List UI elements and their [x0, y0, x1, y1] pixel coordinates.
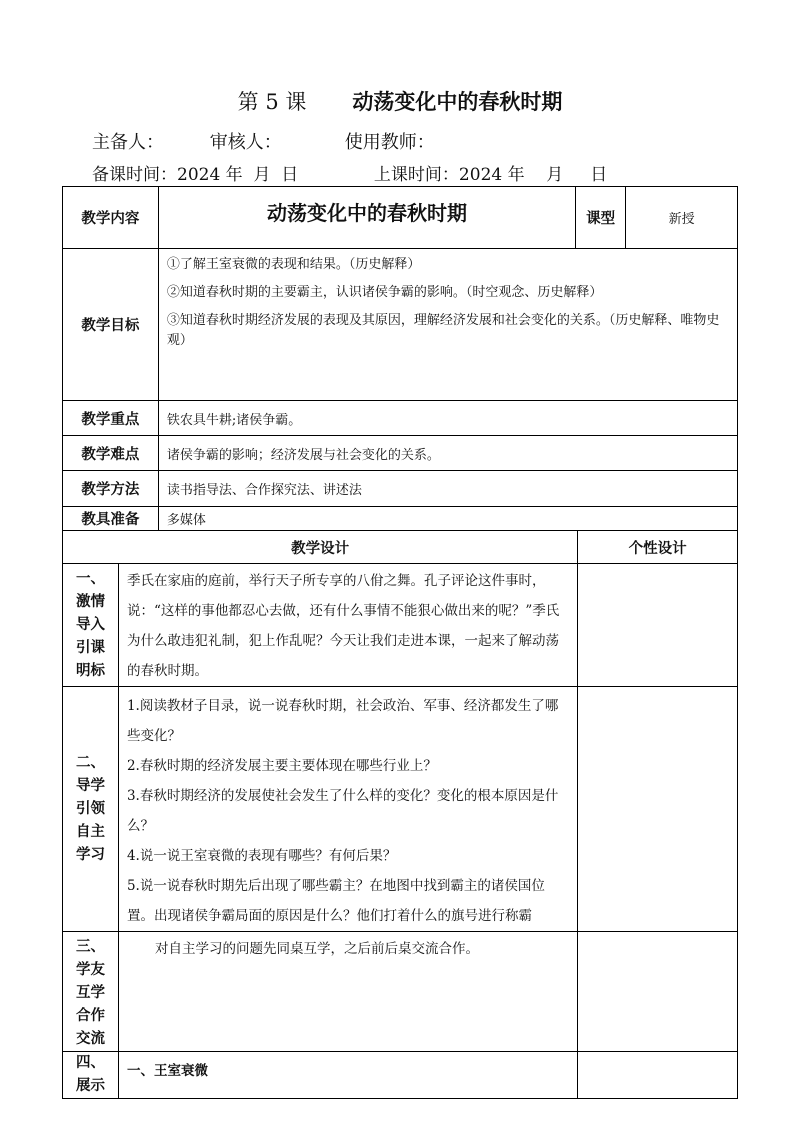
content-value: 动荡变化中的春秋时期 — [158, 187, 575, 249]
section-paragraph: 1.阅读教材子目录，说一说春秋时期，社会政治、军事、经济都发生了哪些变化？ — [126, 698, 559, 744]
goals-cell — [158, 249, 737, 401]
content-label: 教学内容 — [63, 187, 159, 249]
difficult-label: 教学难点 — [63, 436, 159, 471]
section-body — [118, 564, 577, 687]
personal-header: 个性设计 — [578, 531, 738, 564]
goals-label: 教学目标 — [63, 249, 159, 401]
personal-cell — [578, 932, 738, 1052]
section-label: 三、 学友 互学 合作 交流 — [63, 932, 119, 1052]
prep-line: 主备人： 审核人： 使用教师： — [92, 132, 435, 153]
section-label: 二、 导学 引领 自主 学习 — [63, 687, 119, 932]
section-paragraph: 季氏在家庙的庭前，举行天子所专享的八佾之舞。孔子评论这件事时，说：“这样的事他都忍心去做，还有什么事情不能狠心做出来的呢？”季氏为什么敢违犯礼制，犯上作乱呢？今天让我们走进本课，一起来了解动荡的春秋时期。 — [126, 573, 560, 679]
section-body — [118, 687, 577, 932]
section-body — [118, 1052, 577, 1099]
section-paragraph: 5.说一说春秋时期先后出现了哪些霸主？在地图中找到霸主的诸侯国位置。出现诸侯争霸局面的原因是什么？他们打着什么的旗号进行称霸 — [126, 878, 545, 924]
type-value: 新授 — [626, 187, 738, 249]
section-label: 四、 展示 — [63, 1052, 119, 1099]
personal-cell — [578, 1052, 738, 1099]
design-header: 教学设计 — [63, 531, 578, 564]
section-paragraph: 一、王室衰微 — [126, 1063, 208, 1079]
goal-item: ③知道春秋时期经济发展的表现及其原因，理解经济发展和社会变化的关系。（历史解释、唯物史观） — [166, 313, 720, 348]
page-title — [0, 86, 800, 116]
lesson-title: 动荡变化中的春秋时期 — [352, 90, 563, 114]
method-value: 读书指导法、合作探究法、讲述法 — [158, 471, 737, 507]
section-label: 一、 激情 导入 引课 明标 — [63, 564, 119, 687]
time-line: 备课时间：2024 年 月 日 上课时间：2024 年 月 日 — [92, 165, 608, 185]
goal-item: ①了解王室衰微的表现和结果。（历史解释） — [166, 257, 421, 272]
personal-cell — [578, 564, 738, 687]
difficult-value: 诸侯争霸的影响；经济发展与社会变化的关系。 — [158, 436, 737, 471]
tools-label: 教具准备 — [63, 507, 159, 531]
goal-item: ②知道春秋时期的主要霸主，认识诸侯争霸的影响。（时空观念、历史解释） — [166, 285, 603, 300]
tools-value: 多媒体 — [158, 507, 737, 531]
info-table — [62, 186, 738, 531]
lesson-number: 第 5 课 — [237, 90, 307, 114]
section-paragraph: 4.说一说王室衰微的表现有哪些？有何后果？ — [126, 848, 397, 864]
personal-cell — [578, 687, 738, 932]
section-paragraph: 对自主学习的问题先同桌互学，之后前后桌交流合作。 — [154, 941, 479, 957]
key-label: 教学重点 — [63, 401, 159, 436]
method-label: 教学方法 — [63, 471, 159, 507]
type-label: 课型 — [576, 187, 626, 249]
section-body — [118, 932, 577, 1052]
key-value: 铁农具牛耕;诸侯争霸。 — [158, 401, 737, 436]
section-paragraph: 2.春秋时期的经济发展主要主要体现在哪些行业上？ — [126, 758, 437, 774]
section-paragraph: 3.春秋时期经济的发展使社会发生了什么样的变化？变化的根本原因是什么？ — [126, 788, 559, 834]
design-table — [62, 530, 738, 1099]
